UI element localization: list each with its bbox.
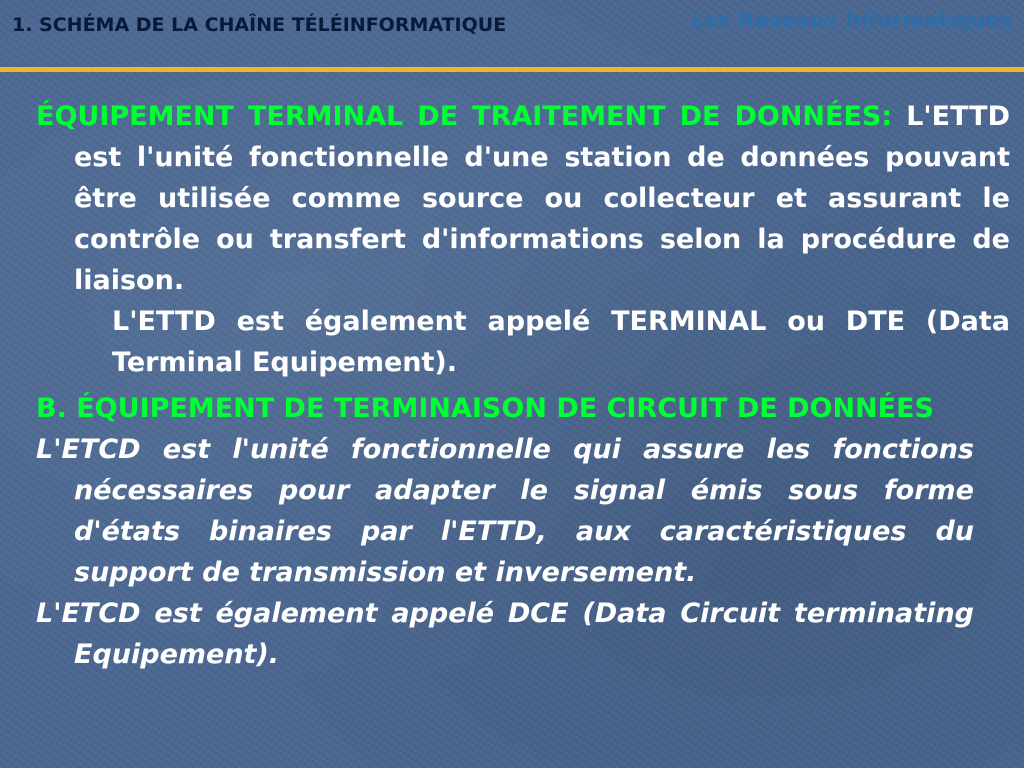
etcd-definition: L'ETCD est l'unité fonctionnelle qui assure les fonctions nécessaires pour adapter le signal émis sous forme d'états binaires par l'ETTD, aux caractéristiques du support de transmission et inversement. <box>36 434 974 588</box>
section-ettd <box>36 96 1010 383</box>
ettd-paragraph <box>36 96 1010 301</box>
section-etcd <box>36 388 974 675</box>
slide-subtitle: Les Réseaux Informatiques <box>690 8 1012 32</box>
title-divider <box>0 67 1024 72</box>
slide-title: 1. SCHÉMA DE LA CHAÎNE TÉLÉINFORMATIQUE <box>12 14 507 36</box>
ettd-definition: L'ETTD est l'unité fonctionnelle d'une station de données pouvant être utilisée comme source ou collecteur et assurant le contrôle ou transfert d'informations selon la procédure de liaison. <box>74 101 1010 296</box>
ettd-note: L'ETTD est également appelé TERMINAL ou DTE (Data Terminal Equipement). <box>112 306 1010 378</box>
ettd-heading: ÉQUIPEMENT TERMINAL DE TRAITEMENT DE DONNÉES: <box>36 101 893 132</box>
etcd-note: L'ETCD est également appelé DCE (Data Circuit terminating Equipement). <box>36 598 974 670</box>
etcd-heading: B. ÉQUIPEMENT DE TERMINAISON DE CIRCUIT DE DONNÉES <box>36 393 934 424</box>
